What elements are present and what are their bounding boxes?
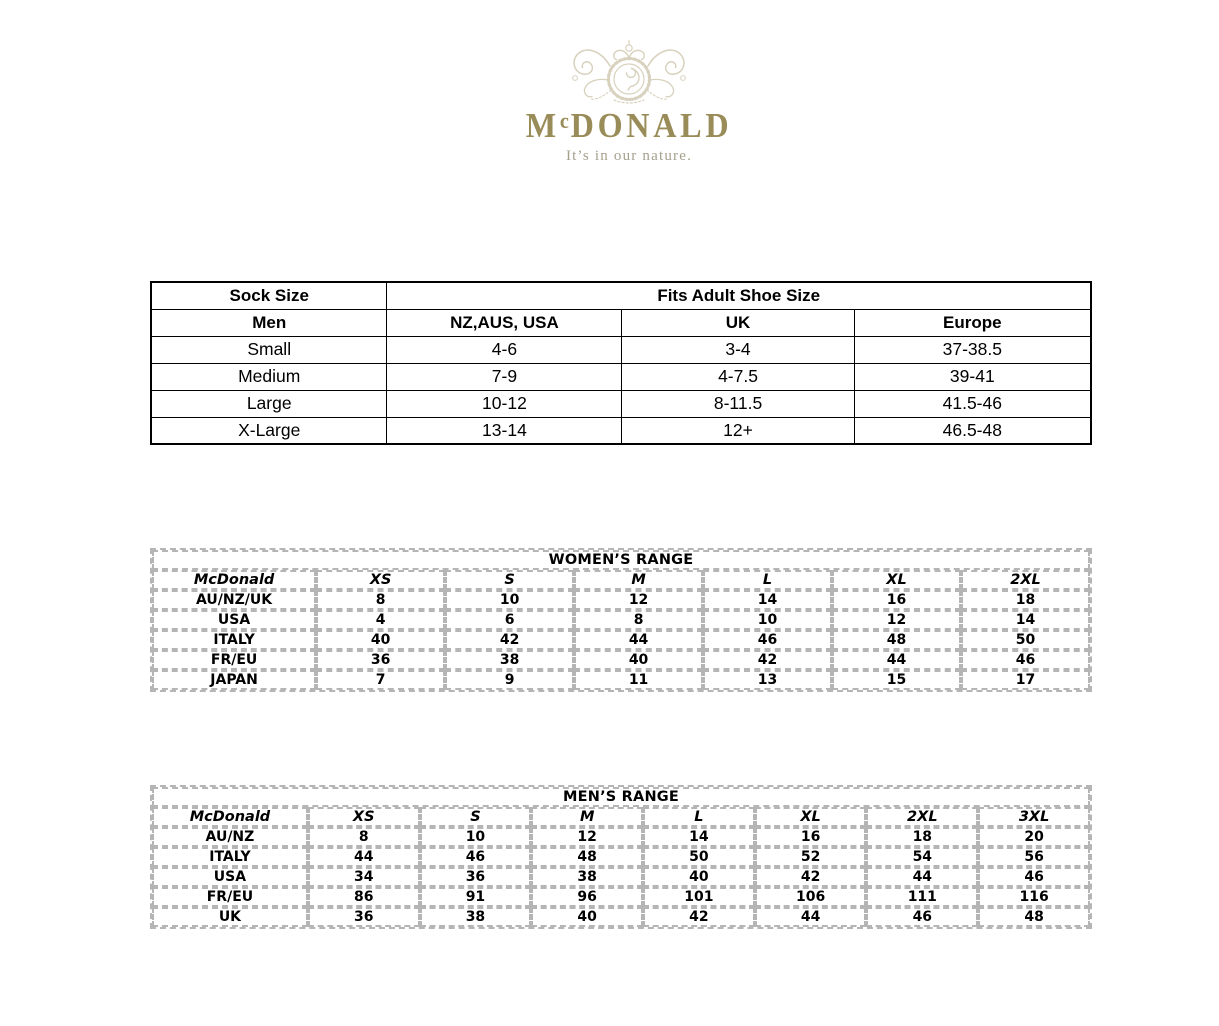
- mens-range-table: [150, 785, 1092, 929]
- table-cell: 4-7.5: [622, 363, 854, 390]
- brand-crest-icon: [564, 34, 694, 106]
- table-cell: 39-41: [854, 363, 1091, 390]
- table-cell: 14: [643, 827, 755, 847]
- table-cell: 9: [445, 670, 574, 690]
- brand-wordmark-m: M: [525, 106, 560, 145]
- table-cell: 111: [866, 887, 978, 907]
- row-header: FR/EU: [152, 887, 308, 907]
- table-cell: 38: [445, 650, 574, 670]
- table-cell: 36: [420, 867, 532, 887]
- table-cell: 42: [755, 867, 867, 887]
- table-cell: 4-6: [387, 336, 622, 363]
- table-cell: 46: [420, 847, 532, 867]
- table-cell: 10-12: [387, 390, 622, 417]
- table-cell: Medium: [151, 363, 387, 390]
- brand-wordmark: [473, 108, 786, 143]
- column-header: McDonald: [152, 570, 316, 590]
- row-header: USA: [152, 610, 316, 630]
- column-header: NZ,AUS, USA: [387, 309, 622, 336]
- row-header: FR/EU: [152, 650, 316, 670]
- column-header: M: [574, 570, 703, 590]
- table-cell: 18: [961, 590, 1090, 610]
- table-title: MEN’S RANGE: [152, 787, 1090, 807]
- table-cell: 42: [703, 650, 832, 670]
- table-cell: 34: [308, 867, 420, 887]
- row-header: AU/NZ/UK: [152, 590, 316, 610]
- table-cell: 8-11.5: [622, 390, 854, 417]
- table-cell: 86: [308, 887, 420, 907]
- table-row: [151, 417, 1091, 444]
- table-cell: 7-9: [387, 363, 622, 390]
- column-header: 2XL: [961, 570, 1090, 590]
- table-cell: 46: [866, 907, 978, 927]
- table-cell: 20: [978, 827, 1090, 847]
- table-cell: 8: [316, 590, 445, 610]
- table-row: [152, 590, 1090, 610]
- table-cell: 10: [445, 590, 574, 610]
- brand-logo: [459, 34, 799, 165]
- table-row: [151, 309, 1091, 336]
- table-row: [152, 867, 1090, 887]
- table-row: [151, 390, 1091, 417]
- table-row: [152, 650, 1090, 670]
- table-row: [152, 670, 1090, 690]
- table-cell: 40: [574, 650, 703, 670]
- table-cell: 44: [308, 847, 420, 867]
- table-cell: 16: [755, 827, 867, 847]
- row-header: JAPAN: [152, 670, 316, 690]
- table-cell: 46.5-48: [854, 417, 1091, 444]
- table-row: [152, 610, 1090, 630]
- table-cell: 48: [978, 907, 1090, 927]
- row-header: ITALY: [152, 630, 316, 650]
- column-header: S: [445, 570, 574, 590]
- table-cell: 40: [643, 867, 755, 887]
- table-row: [152, 907, 1090, 927]
- row-header: UK: [152, 907, 308, 927]
- table-cell: 96: [531, 887, 643, 907]
- table-cell: 42: [445, 630, 574, 650]
- table-row: [152, 847, 1090, 867]
- table-cell: 36: [316, 650, 445, 670]
- table-cell: 116: [978, 887, 1090, 907]
- column-header: L: [703, 570, 832, 590]
- table-cell: 101: [643, 887, 755, 907]
- table-cell: 12: [531, 827, 643, 847]
- table-cell: 18: [866, 827, 978, 847]
- table-cell: 106: [755, 887, 867, 907]
- column-header: L: [643, 807, 755, 827]
- table-cell: 16: [832, 590, 961, 610]
- row-header: AU/NZ: [152, 827, 308, 847]
- table-cell: 6: [445, 610, 574, 630]
- table-row: [152, 887, 1090, 907]
- table-cell: 48: [531, 847, 643, 867]
- table-cell: 50: [961, 630, 1090, 650]
- column-header: XS: [316, 570, 445, 590]
- table-row: [151, 282, 1091, 309]
- table-cell: 36: [308, 907, 420, 927]
- table-cell: 8: [574, 610, 703, 630]
- table-row: [152, 807, 1090, 827]
- table-cell: 46: [703, 630, 832, 650]
- column-header: 2XL: [866, 807, 978, 827]
- table-cell: Small: [151, 336, 387, 363]
- column-header: Sock Size: [151, 282, 387, 309]
- table-cell: 46: [978, 867, 1090, 887]
- table-cell: 91: [420, 887, 532, 907]
- table-cell: 10: [420, 827, 532, 847]
- table-cell: 44: [866, 867, 978, 887]
- table-row: [152, 827, 1090, 847]
- column-header: Fits Adult Shoe Size: [387, 282, 1091, 309]
- column-header: Europe: [854, 309, 1091, 336]
- table-row: [152, 570, 1090, 590]
- row-header: USA: [152, 867, 308, 887]
- table-cell: 17: [961, 670, 1090, 690]
- table-title: WOMEN’S RANGE: [152, 550, 1090, 570]
- table-row: [152, 787, 1090, 807]
- table-cell: 46: [961, 650, 1090, 670]
- womens-range-table: [150, 548, 1092, 692]
- table-cell: 42: [643, 907, 755, 927]
- table-cell: 11: [574, 670, 703, 690]
- table-row: [151, 336, 1091, 363]
- column-header: Men: [151, 309, 387, 336]
- table-cell: 15: [832, 670, 961, 690]
- column-header: S: [420, 807, 532, 827]
- table-cell: X-Large: [151, 417, 387, 444]
- column-header: XS: [308, 807, 420, 827]
- table-cell: 12: [574, 590, 703, 610]
- table-cell: 4: [316, 610, 445, 630]
- table-cell: 3-4: [622, 336, 854, 363]
- table-cell: 44: [832, 650, 961, 670]
- table-cell: 38: [531, 867, 643, 887]
- table-cell: 40: [316, 630, 445, 650]
- column-header: XL: [832, 570, 961, 590]
- table-cell: 48: [832, 630, 961, 650]
- table-cell: 7: [316, 670, 445, 690]
- table-cell: 8: [308, 827, 420, 847]
- brand-wordmark-rest: DONALD: [570, 106, 733, 145]
- column-header: 3XL: [978, 807, 1090, 827]
- table-cell: 14: [703, 590, 832, 610]
- table-cell: 44: [755, 907, 867, 927]
- brand-wordmark-c: c: [559, 108, 571, 133]
- sock-size-table: [150, 281, 1092, 445]
- table-row: [151, 363, 1091, 390]
- table-cell: 13-14: [387, 417, 622, 444]
- table-cell: 12+: [622, 417, 854, 444]
- row-header: ITALY: [152, 847, 308, 867]
- brand-tagline: It’s in our nature.: [565, 148, 693, 164]
- table-cell: 52: [755, 847, 867, 867]
- table-cell: 13: [703, 670, 832, 690]
- table-cell: 14: [961, 610, 1090, 630]
- table-cell: 50: [643, 847, 755, 867]
- table-row: [152, 550, 1090, 570]
- table-cell: 40: [531, 907, 643, 927]
- table-cell: 54: [866, 847, 978, 867]
- table-cell: 38: [420, 907, 532, 927]
- table-cell: 41.5-46: [854, 390, 1091, 417]
- column-header: UK: [622, 309, 854, 336]
- column-header: McDonald: [152, 807, 308, 827]
- table-cell: 12: [832, 610, 961, 630]
- table-row: [152, 630, 1090, 650]
- table-cell: Large: [151, 390, 387, 417]
- table-cell: 10: [703, 610, 832, 630]
- table-cell: 44: [574, 630, 703, 650]
- table-cell: 56: [978, 847, 1090, 867]
- column-header: M: [531, 807, 643, 827]
- column-header: XL: [755, 807, 867, 827]
- table-cell: 37-38.5: [854, 336, 1091, 363]
